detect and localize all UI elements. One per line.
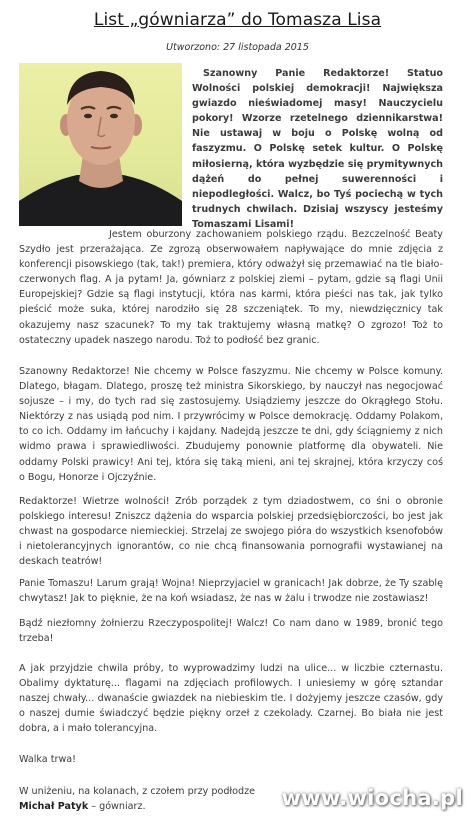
paragraph-4: Panie Tomaszu! Larum grają! Wojna! Nieprzyjaciel w granicach! Jak dobrze, że Ty szablę chwytasz! Jak to pięknie, że na koń wsiadasz, że nas w żalu i trwodze nie zostawiasz! [19, 578, 443, 605]
article-date: Utworzono: 27 listopada 2015 [166, 42, 309, 53]
closing-line: W uniżeniu, na kolanach, z czołem przy podłodze [19, 786, 256, 797]
paragraph-1: Jestem oburzony zachowaniem polskiego rządu. Bezczelność Beaty Szydło jest przerażająca. Ze zgrozą obserwowałem napływające do mnie zdjęcia z konferencji pisowskiego (tak, tak!) premiera, który odważył się przemawiać na tle biało-czerwonych flag. A ja pytam! Ja, gówniarz z polskiej ziemi – pytam, gdzie są flagi Unii Europejskiej? Gdzie są flagi instytucji, która nas karmi, która pieści nas tak, jak tylko pieścić może suka, której narodziło się 28 szczeniątek. To my, niewdzięcznicy tak okazujemy nasz szacunek? To my tak traktujemy własną matkę? O zgrozo! Toż to ostateczny upadek naszego narodu. Toż to podłość bez granic. [19, 229, 443, 346]
paragraph-2: Szanowny Redaktorze! Nie chcemy w Polsce faszyzmu. Nie chcemy w Polsce komuny. Dlatego, błagam. Dlatego, proszę też ministra Sikorskiego, by nauczył nas negocjować sojusze – i my, do tych rad się zastosujemy. Usiądziemy jeszcze do Okrągłego Stołu. Niektórzy z nas usiądą pod nim. I przywrócimy w Polsce demokrację. Oddamy Polakom, to co ich. Oddamy im łańcuchy i kajdany. Nadejdą jeszcze te dni, gdy ściągniemy z nich widmo prawa i sprawiedliwości. Zbudujemy ponownie platformę dla obywateli. Nie oddamy Polski prawicy! Ani tej, która się taką mieni, ani tej skrajnej, która krzyczy coś o Bogu, Honorze i Ojczyźnie. [19, 366, 443, 483]
signature-name: Michał Patyk [19, 801, 89, 812]
paragraph-7: Walka trwa! [19, 754, 77, 765]
intro-paragraph: Szanowny Panie Redaktorze! Statuo Wolności polskiej demokracji! Największa gwiazdo nieświadomej masy! Nauczycielu pokory! Wzorze rzetelnego dziennikarstwa! Nie ustawaj w boju o Polskę wolną od faszyzmu. O Polskę setek kultur. O Polskę miłosierną, która wyzbędzie się prymitywnych dążeń do pełnej suwerenności i niepodległości. Walcz, bo Tyś pociechą w tych trudnych chwilach. Dzisiaj wszyscy jesteśmy Tomaszami Lisami! [192, 68, 444, 230]
signature-suffix: – gówniarz. [88, 801, 146, 812]
watermark-logo: www.wiocha.pl [281, 786, 463, 810]
portrait-icon [19, 63, 182, 226]
paragraph-3: Redaktorze! Wietrze wolności! Zrób porządek z tym dziadostwem, co śni o obronie polskiego interesu! Zniszcz dążenia do wsparcia polskiej przedsiębiorczości, bo jest jak chwast na gospodarce niemieckiej. Strzelaj ze swojego pióra do wszystkich ksenofobów i nietolerancyjnych ignorantów, co nie chcą finansowania pornografii wystawianej na deskach teatrów! [19, 496, 443, 568]
portrait-photo [19, 63, 182, 226]
article-title: List „gówniarza” do Tomasza Lisa [93, 10, 382, 30]
paragraph-5: Bądź niezłomny żołnierzu Rzeczypospolitej! Walcz! Co nam dano w 1989, bronić tego trzeba! [19, 618, 443, 645]
paragraph-6: A jak przyjdzie chwila próby, to wyprowadzimy ludzi na ulice... w liczbie czternastu. Obalimy dyktaturę... flagami na zdjęciach profilowych. I uniesiemy w górę sztandar naszej chwały... dwanaście gwiazdek na niebieskim tle. I dożyjemy jeszcze czasów, gdy o naszej dumie świadczyć będzie piękny orzeł z czekolady. Czarnej. Bo biała nie jest dobra, a i mało tolerancyjna. [19, 663, 443, 735]
